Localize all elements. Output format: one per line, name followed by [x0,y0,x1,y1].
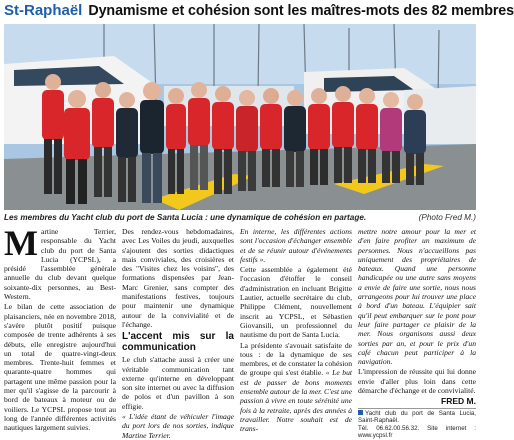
article-quote: « L'idée étant de véhiculer l'image du port lors de nos sorties, indique Martine Terrier. [122,412,234,440]
article-column-2 [122,227,234,440]
drop-cap: M [4,223,38,263]
photo-caption: Les membres du Yacht club du port de Santa Lucia : une dynamique de cohésion en partage. [4,213,367,222]
group-photo [4,24,476,210]
article-paragraph: L'impression de réussite qui lui donne envie d'aller plus loin dans cette démarche d'échange et de convivialité. [358,367,476,396]
bullet-square-icon [358,410,363,415]
article-paragraph: Des rendez-vous hebdomadaires, avec Les Voiles du jeudi, auxquelles s'ajoutent des sorties didactiques mais conviviales, des croisières et des "Visites chez les voisins", des formations dispensées par Jean-Marc Grenier, sans compter des manifestations festives, toujours pour maintenir une dynamique autour de la convivialité et de l'échange. [122,227,234,329]
contact-footnote [358,408,476,440]
article-quote: En interne, les différentes actions sont l'occasion d'échanger ensemble et de se réunir autour d'événements festifs ». [240,227,352,264]
article-header [4,2,514,22]
article-paragraph: Le club s'attache aussi à créer une véritable communication tant externe qu'interne en développant son site internet ou avec la diffusion de polos et d'un pavillon à son effigie. [122,355,234,411]
article-quote: mettre notre amour pour la mer et d'en faire profiter un maximum de personnes. Nous n'accueillons pas uniquement des propriétaires de bateaux. Quand une personne handicapée ou une autre sans moyens a envie de faire une sortie, nous nous arrangeons pour lui trouver une place à bord d'un bateau. L'équipier sait qu'il peut embarquer sur le pont pour leur faire partager ce plaisir de la mer. Nous organisons aussi deux sorties par an, et pour le prix d'un café chacun peut participer à la navigation. [358,227,476,367]
paragraph-text: La présidente s'avouait satisfaite de tous : de la dynamique de ses membres, et de constater la cohésion de groupe qui s'est établie. [240,340,352,378]
author-signature: FRED M. [441,396,476,407]
article-paragraph [240,341,352,434]
footnote-line: Tél. 06.62.00.56.32. Site internet : www.ycpsl.fr [358,424,476,440]
photo-caption-bar [4,212,476,224]
article-subheading: L'accent mis sur la communication [122,331,234,353]
article-column-3 [240,227,352,434]
article-paragraph: Le bilan de cette association de plaisanciers, née en novembre 2018, s'avère plutôt positif puisque composée de trente adhérents à ses débuts, elle enregistre aujourd'hui un total de quatre-vingt-deux membres. Trente-huit femmes et quarante-quatre hommes qui partagent une même passion pour la mer qu'il s'agisse de la parcourir à bord de bateaux à moteur ou de voiliers. Le YCPSL propose tout au long de l'année différentes activités nautiques largement suivies. [4,302,116,433]
headline: Dynamisme et cohésion sont les maîtres-mots des 82 membres [88,3,514,19]
photo-illustration [4,24,476,210]
article-column-1 [4,223,116,433]
city-label: St-Raphaël [4,2,83,19]
paragraph-text: artine Terrier, responsable du Yacht club du port de Santa Lucia (YCPSL), a présidé l'assemblée générale annuelle du club devant quelque soixante-dix personnes, au Best-Western. [4,227,116,302]
paragraph-quote: « Le but est de passer de bons moments ensemble autour de la mer. C'est une passion à vivre en toute sérénité une fois à la retraite, après des années à travailler. Notre souhait est de trans- [240,368,352,434]
article-paragraph: Cette assemblée a également été l'occasion d'étoffer le conseil d'administration en incluant Brigitte Lautier, actuelle secrétaire du club, Philippe Clément, nouvellement inscrit au YCPSL, et Sébastien Giovansili, un professionnel du nautisme du port de Santa Lucia. [240,265,352,340]
photo-credit: (Photo Fred M.) [418,213,476,222]
article-body [4,223,476,440]
article-paragraph [4,223,116,302]
article-column-4 [358,227,476,440]
footnote-line: Yacht club du port de Santa Lucia, Saint-Raphaël. [358,409,476,425]
